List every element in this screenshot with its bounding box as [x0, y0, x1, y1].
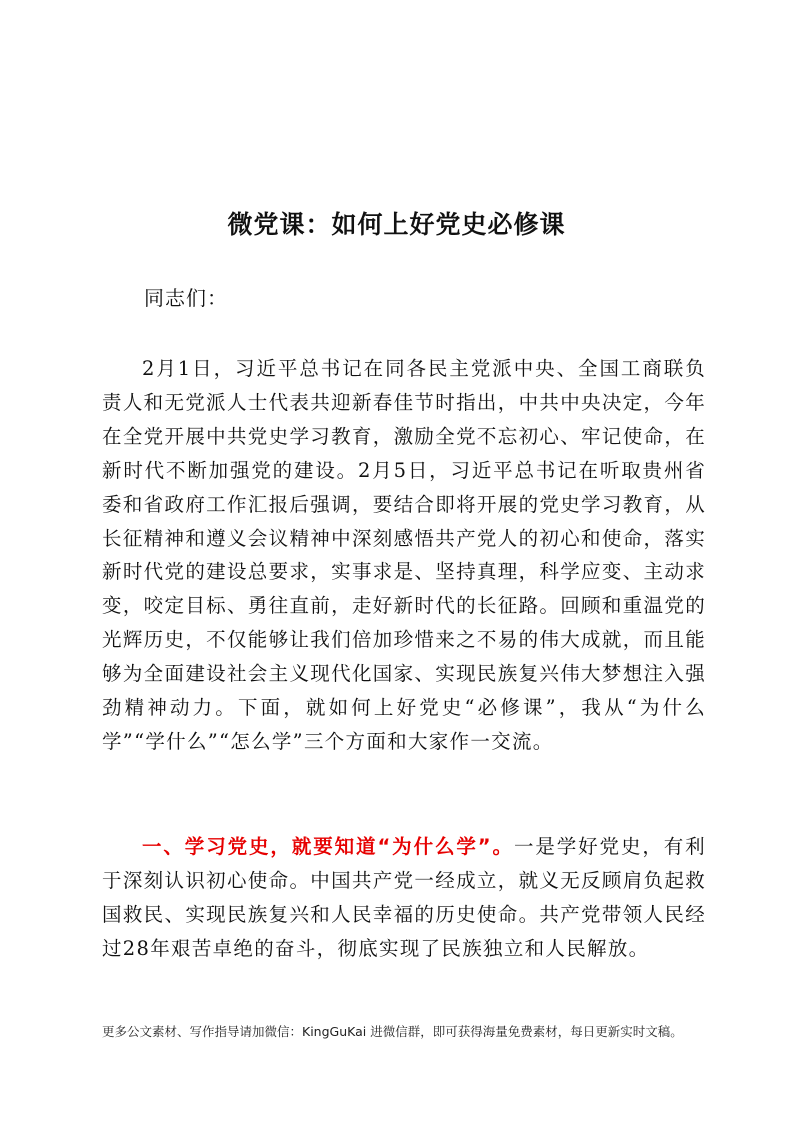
section-heading-why-learn: 一、学习党史，就要知道“为什么学”。 — [142, 835, 514, 858]
salutation: 同志们： — [144, 286, 228, 310]
section1-body-text: 一是学好党史，有利于深刻认识初心使命。中国共产党一经成立，就义无反顾肩负起救国救民、实现民族复兴和人民幸福的历史使命。共产党带领人民经过28年艰苦卓绝的奋斗，彻底实现了民族独立和人民解放。 — [102, 835, 706, 960]
footer-note: 更多公文素材、写作指导请加微信：KingGuKai 进微信群，即可获得海量免费素材，每日更新实时文稿。 — [102, 1024, 683, 1039]
body-paragraph-section1 — [102, 830, 706, 966]
document-title: 微党课：如何上好党史必修课 — [227, 210, 566, 239]
body-paragraph-intro: 2月1日，习近平总书记在同各民主党派中央、全国工商联负责人和无党派人士代表共迎新春佳节时指出，中共中央决定，今年在全党开展中共党史学习教育，激励全党不忘初心、牢记使命，在新时代不断加强党的建设。2月5日，习近平总书记在听取贵州省委和省政府工作汇报后强调，要结合即将开展的党史学习教育，从长征精神和遵义会议精神中深刻感悟共产党人的初心和使命，落实新时代党的建设总要求，实事求是、坚持真理，科学应变、主动求变，咬定目标、勇往直前，走好新时代的长征路。回顾和重温党的光辉历史，不仅能够让我们倍加珍惜来之不易的伟大成就，而且能够为全面建设社会主义现代化国家、实现民族复兴伟大梦想注入强劲精神动力。下面，就如何上好党史“必修课”，我从“为什么学”“学什么”“怎么学”三个方面和大家作一交流。 — [102, 357, 706, 753]
